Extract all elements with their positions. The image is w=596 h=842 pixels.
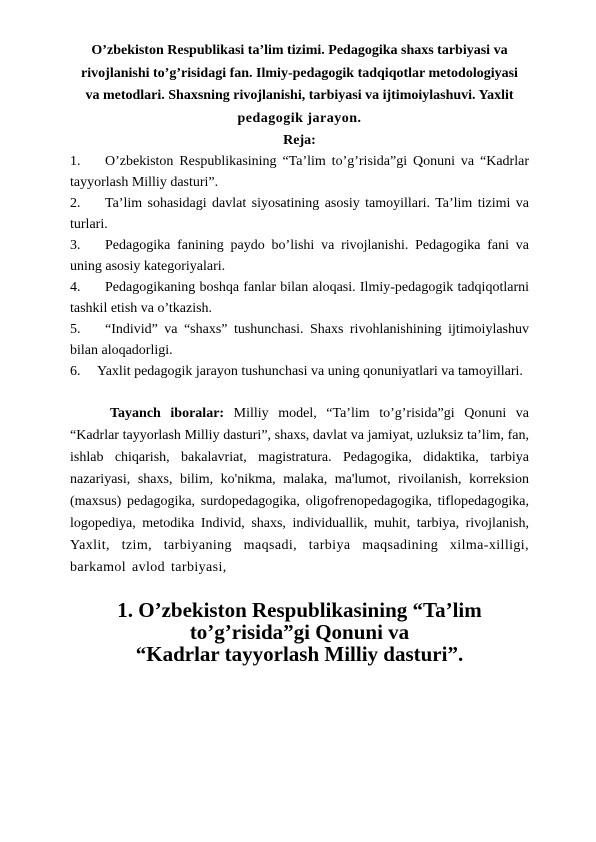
document-page [70,40,529,665]
section-heading-line-2: “Kadrlar tayyorlash Milliy dasturi”. [135,641,464,666]
plan-item-number: 6. [70,364,81,379]
plan-item-number: 5. [70,322,81,337]
keywords-text: Milliy model, “Ta’lim to’g’risida”gi Qonuni va “Kadrlar tayyorlash Milliy dasturi”, shaxs, davlat va jamiyat, uzluksiz ta’lim, fan, ishlab chiqarish, bakalavriat, magistratura. Pedagogika, didaktika, tarbiya nazariyasi, shaxs, bilim, ko'nikma, malaka, ma'lumot, rivoilanish, korreksion (maxsus) pedagogika, surdopedagogika, oligofrenopedagogika, tiflopedagogika, logopediya, metodika Individ, shaxs, individuallik, muhit, tarbiya, rivojlanish, [70,405,530,531]
plan-item-text: Pedagogikaning boshqa fanlar bilan aloqasi. Ilmiy-pedagogik tadqiqotlarni tashkil etish va o’tkazish. [70,280,529,316]
plan-item [70,194,529,235]
plan-item-number: 2. [70,196,81,211]
plan-item [70,362,529,383]
section-heading [70,599,529,665]
plan-item-text: Yaxlit pedagogik jarayon tushunchasi va uning qonuniyatlari va tamoyillari. [97,364,523,379]
plan-list [70,152,529,383]
plan-item-number: 4. [70,280,81,295]
keywords-label: Tayanch iboralar: [110,405,225,421]
plan-item [70,278,529,319]
plan-item-number: 3. [70,238,81,253]
section-heading-line-1: 1. O’zbekiston Respublikasining “Ta’lim to’g’risida”gi Qonuni va [117,597,482,644]
plan-item-text: Ta’lim sohasidagi davlat siyosatining asosiy tamoyillari. Ta’lim tizimi va turlari. [70,196,529,232]
title-line-4: pedagogik jarayon. [237,110,362,126]
keywords-text-continued: Yaxlit, tzim, tarbiyaning maqsadi, tarbiya maqsadining xilma-xilligi, barkamol avlod tarbiyasi, [70,537,529,575]
plan-item [70,320,529,361]
plan-item-number: 1. [70,154,81,169]
plan-item [70,152,529,193]
title-line-2: rivojlanishi to’g’risidagi fan. Ilmiy-pedagogik tadqiqotlar metodologiyasi [81,65,518,81]
plan-item-text: “Individ” va “shaxs” tushunchasi. Shaxs rivohlanishining ijtimoiylashuv bilan aloqadorligi. [70,322,529,358]
plan-item-text: O’zbekiston Respublikasining “Ta’lim to’g’risida”gi Qonuni va “Kadrlar tayyorlash Milliy dasturi”. [70,154,529,190]
plan-heading: Reja: [283,133,316,148]
plan-item-text: Pedagogika fanining paydo bo’lishi va rivojlanishi. Pedagogika fani va uning asosiy kategoriyalari. [70,238,529,274]
title-line-3: va metodlari. Shaxsning rivojlanishi, tarbiyasi va ijtimoiylashuvi. Yaxlit [85,88,514,103]
title-line-1: O’zbekiston Respublikasi ta’lim tizimi. Pedagogika shaxs tarbiyasi va [91,43,508,58]
keywords-paragraph [70,403,529,579]
document-title [70,40,529,130]
plan-item [70,236,529,277]
